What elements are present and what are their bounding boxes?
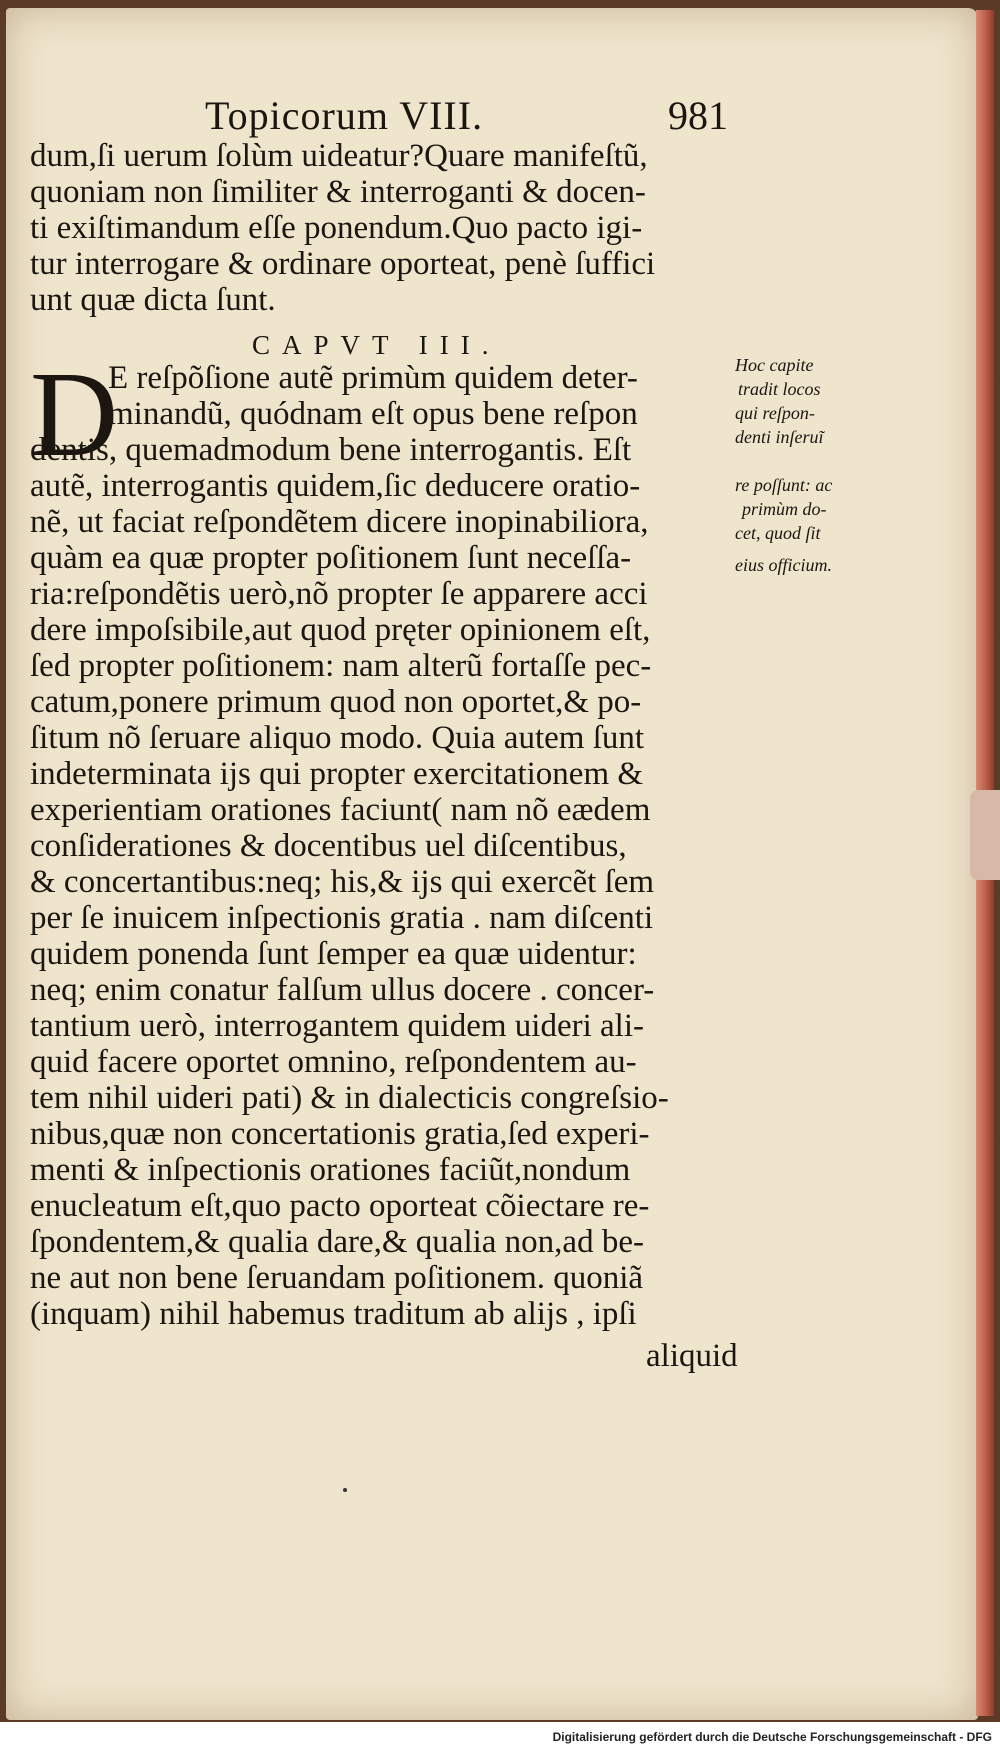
text-line: conſiderationes & docentibus uel diſcentibus, <box>30 828 627 864</box>
text-line: (inquam) nihil habemus traditum ab alijs , ipſi <box>30 1296 637 1332</box>
margin-note-line: cet, quod ſit <box>735 523 821 543</box>
text-line: ria:reſpondẽtis uerò,nõ propter ſe apparere acci <box>30 576 648 612</box>
text-line: nẽ, ut faciat reſpondẽtem dicere inopinabiliora, <box>30 504 649 540</box>
ink-speck <box>343 1488 347 1492</box>
text-line: ne aut non bene ſeruandam poſitionem. quoniã <box>30 1260 644 1296</box>
text-line: indeterminata ijs qui propter exercitationem & <box>30 756 644 792</box>
page-number: 981 <box>668 93 728 138</box>
catchword: aliquid <box>646 1338 738 1374</box>
text-line: ſitum nõ ſeruare aliquo modo. Quia autem ſunt <box>30 720 645 756</box>
text-line: catum,ponere primum quod non oportet,& po- <box>30 684 642 720</box>
text-line: ti exiſtimandum eſſe ponendum.Quo pacto igi- <box>30 210 643 246</box>
margin-note-line: Hoc capite <box>735 355 814 375</box>
drop-cap: D <box>30 347 119 482</box>
chapter-heading: CAPVT III. <box>252 330 501 360</box>
text-line: quàm ea quæ propter poſitionem ſunt neceſſa- <box>30 540 632 576</box>
margin-note-line: tradit locos <box>738 379 821 399</box>
text-line: ſpondentem,& qualia dare,& qualia non,ad be- <box>30 1224 644 1260</box>
text-line: autẽ, interrogantis quidem,ſic deducere oratio- <box>30 468 641 504</box>
running-header-title: Topicorum VIII. <box>205 93 484 138</box>
text-line: & concertantibus:neq; his,& ijs qui exercẽt ſem <box>30 864 655 900</box>
text-line: ſed propter poſitionem: nam alterũ fortaſſe pec- <box>30 648 652 684</box>
text-line: dum,ſi uerum ſolùm uideatur?Quare manifeſtũ, <box>30 138 648 174</box>
margin-note-line: re poſſunt: ac <box>735 475 833 495</box>
text-line: quidem ponenda ſunt ſemper ea quæ uidentur: <box>30 936 637 972</box>
text-line: unt quæ dicta ſunt. <box>30 282 276 318</box>
text-line: menti & inſpectionis orationes faciũt,nondum <box>30 1152 631 1188</box>
text-line: dere impoſsibile,aut quod pręter opinionem eſt, <box>30 612 651 648</box>
margin-note-line: qui reſpon- <box>735 403 815 423</box>
text-line: per ſe inuicem inſpectionis gratia . nam diſcenti <box>30 900 654 936</box>
text-line: tantium uerò, interrogantem quidem uideri ali- <box>30 1008 644 1044</box>
text-line: minandũ, quódnam eſt opus bene reſpon <box>108 396 638 432</box>
text-line: tem nihil uideri pati) & in dialecticis congreſsio- <box>30 1080 669 1116</box>
text-line: tur interrogare & ordinare oporteat, penè ſuffici <box>30 246 656 282</box>
margin-note-line: eius officium. <box>735 555 832 575</box>
text-line: quid facere oportet omnino, reſpondentem au- <box>30 1044 637 1080</box>
text-line: experientiam orationes faciunt( nam nõ eædem <box>30 792 651 828</box>
text-line: neq; enim conatur falſum ullus docere . concer- <box>30 972 655 1008</box>
margin-note-line: denti inſeruĩ <box>735 427 824 447</box>
text-line: dentis, quemadmodum bene interrogantis. Eſt <box>30 432 632 468</box>
margin-note-line: primùm do- <box>742 499 827 519</box>
text-line: quoniam non ſimiliter & interroganti & docen- <box>30 174 646 210</box>
text-line: enucleatum eſt,quo pacto oporteat cõiectare re- <box>30 1188 650 1224</box>
text-line: E reſpõſione autẽ primùm quidem deter- <box>108 360 638 396</box>
bookmark-tab <box>970 790 1000 880</box>
digitization-credit: Digitalisierung gefördert durch die Deutsche Forschungsgemeinschaft - DFG <box>552 1730 992 1744</box>
text-line: nibus,quæ non concertationis gratia,ſed experi- <box>30 1116 650 1152</box>
